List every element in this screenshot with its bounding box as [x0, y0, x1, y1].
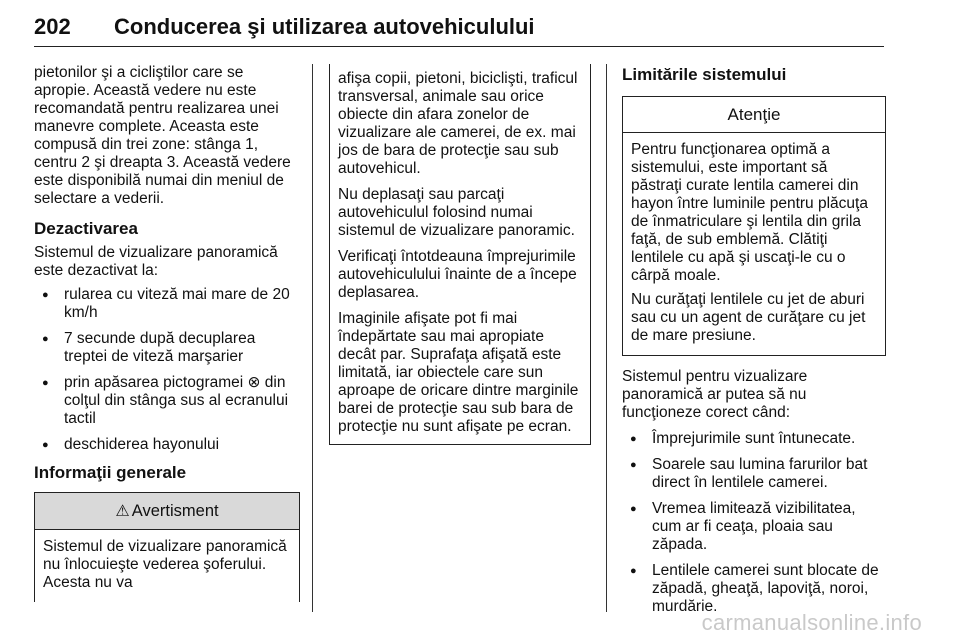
- list-item: ● 7 secunde după decuplarea treptei de viteză marşarier: [34, 330, 300, 366]
- warning-text: Sistemul de vizualizare panoramică nu înlocuieşte vederea şoferului. Acesta nu va: [43, 538, 287, 591]
- warning-paragraph: Nu deplasaţi sau parcaţi autovehiculul folosind numai sistemul de vizualizare panoramic.: [338, 186, 575, 239]
- column-middle: [329, 64, 591, 445]
- intro-paragraph: pietonilor şi a cicliştilor care se apropie. Această vedere nu este recomandată pentru realizarea unei manevre complete. Aceasta este compusă din trei zone: stânga 1, centru 2 şi dreapta 3. Această vedere este disponibilă numai din meniul de selectare a vederii.: [34, 64, 291, 207]
- list-item: ● Lentilele camerei sunt blocate de zăpadă, gheaţă, lapoviţă, noroi, murdărie.: [622, 562, 886, 616]
- warning-label: Avertisment: [131, 502, 219, 520]
- warning-paragraph: Imaginile afişate pot fi mai îndepărtate sau mai apropiate decât par. Suprafaţa afişată este limitată, iar obiectele care sun aproape de oricare dintre marginile barei de protecţie sau sub bara de protecţie nu sunt afişate pe ecran.: [338, 310, 579, 435]
- warning-paragraph: afişa copii, pietoni, biciclişti, traficul transversal, animale sau orice obiecte din afara zonelor de vizualizare ale camerei, de ex. mai jos de bara de protecţie sau sub autovehicul.: [338, 70, 578, 177]
- section-heading-limitations: Limitările sistemului: [622, 65, 787, 84]
- warning-box-body: [35, 530, 299, 602]
- column-left: [34, 64, 300, 602]
- caution-paragraph: Pentru funcţionarea optimă a sistemului, este important să păstraţi curate lentila camerei din hayon între luminile pentru plăcuţa de înmatriculare şi lentila din grila faţă, de sub emblemă. Clătiţi lentilele cu apă şi uscaţi-le cu o cârpă moale.: [631, 141, 868, 284]
- section-heading-general-info: Informaţii generale: [34, 463, 187, 482]
- caution-paragraph: Nu curăţaţi lentilele cu jet de aburi sau cu un agent de curăţare cu jet de mare presiune.: [631, 291, 866, 344]
- page-title: Conducerea şi utilizarea autovehiculului: [114, 14, 535, 39]
- warning-paragraph: Verificaţi întotdeauna împrejurimile autovehiculului înainte de a începe deplasarea.: [338, 248, 577, 301]
- caution-box: [622, 96, 886, 356]
- page-number: 202: [34, 14, 71, 39]
- deactivation-list: [34, 286, 300, 454]
- warning-box-continued: [329, 64, 591, 445]
- page-header: [34, 8, 884, 47]
- warning-box: [34, 492, 300, 602]
- column-divider-1: [312, 64, 313, 612]
- watermark: carmanualsonline.info: [701, 610, 922, 635]
- deactivation-intro: Sistemul de vizualizare panoramică este dezactivat la:: [34, 244, 278, 279]
- warning-box-header: [35, 493, 299, 530]
- limitations-list: [622, 430, 886, 616]
- column-right: [622, 64, 886, 624]
- list-item: ● deschiderea hayonului: [34, 436, 300, 454]
- limitations-intro: Sistemul pentru vizualizare panoramică ar putea să nu funcţioneze corect când:: [622, 368, 808, 421]
- list-item: ● prin apăsarea pictogramei ⊗ din colţul din stânga sus al ecranului tactil: [34, 374, 300, 428]
- list-item: ● Vremea limitează vizibilitatea, cum ar fi ceaţa, ploaia sau zăpada.: [622, 500, 886, 554]
- column-divider-2: [606, 64, 607, 612]
- warning-triangle-icon: ⚠: [115, 503, 130, 520]
- list-item: ● Împrejurimile sunt întunecate.: [622, 430, 886, 448]
- list-item: ● rularea cu viteză mai mare de 20 km/h: [34, 286, 300, 322]
- caution-box-header: Atenţie: [623, 97, 885, 133]
- section-heading-deactivation: Dezactivarea: [34, 219, 138, 238]
- list-item: ● Soarele sau lumina farurilor bat direct în lentilele camerei.: [622, 456, 886, 492]
- caution-box-body: [623, 133, 885, 355]
